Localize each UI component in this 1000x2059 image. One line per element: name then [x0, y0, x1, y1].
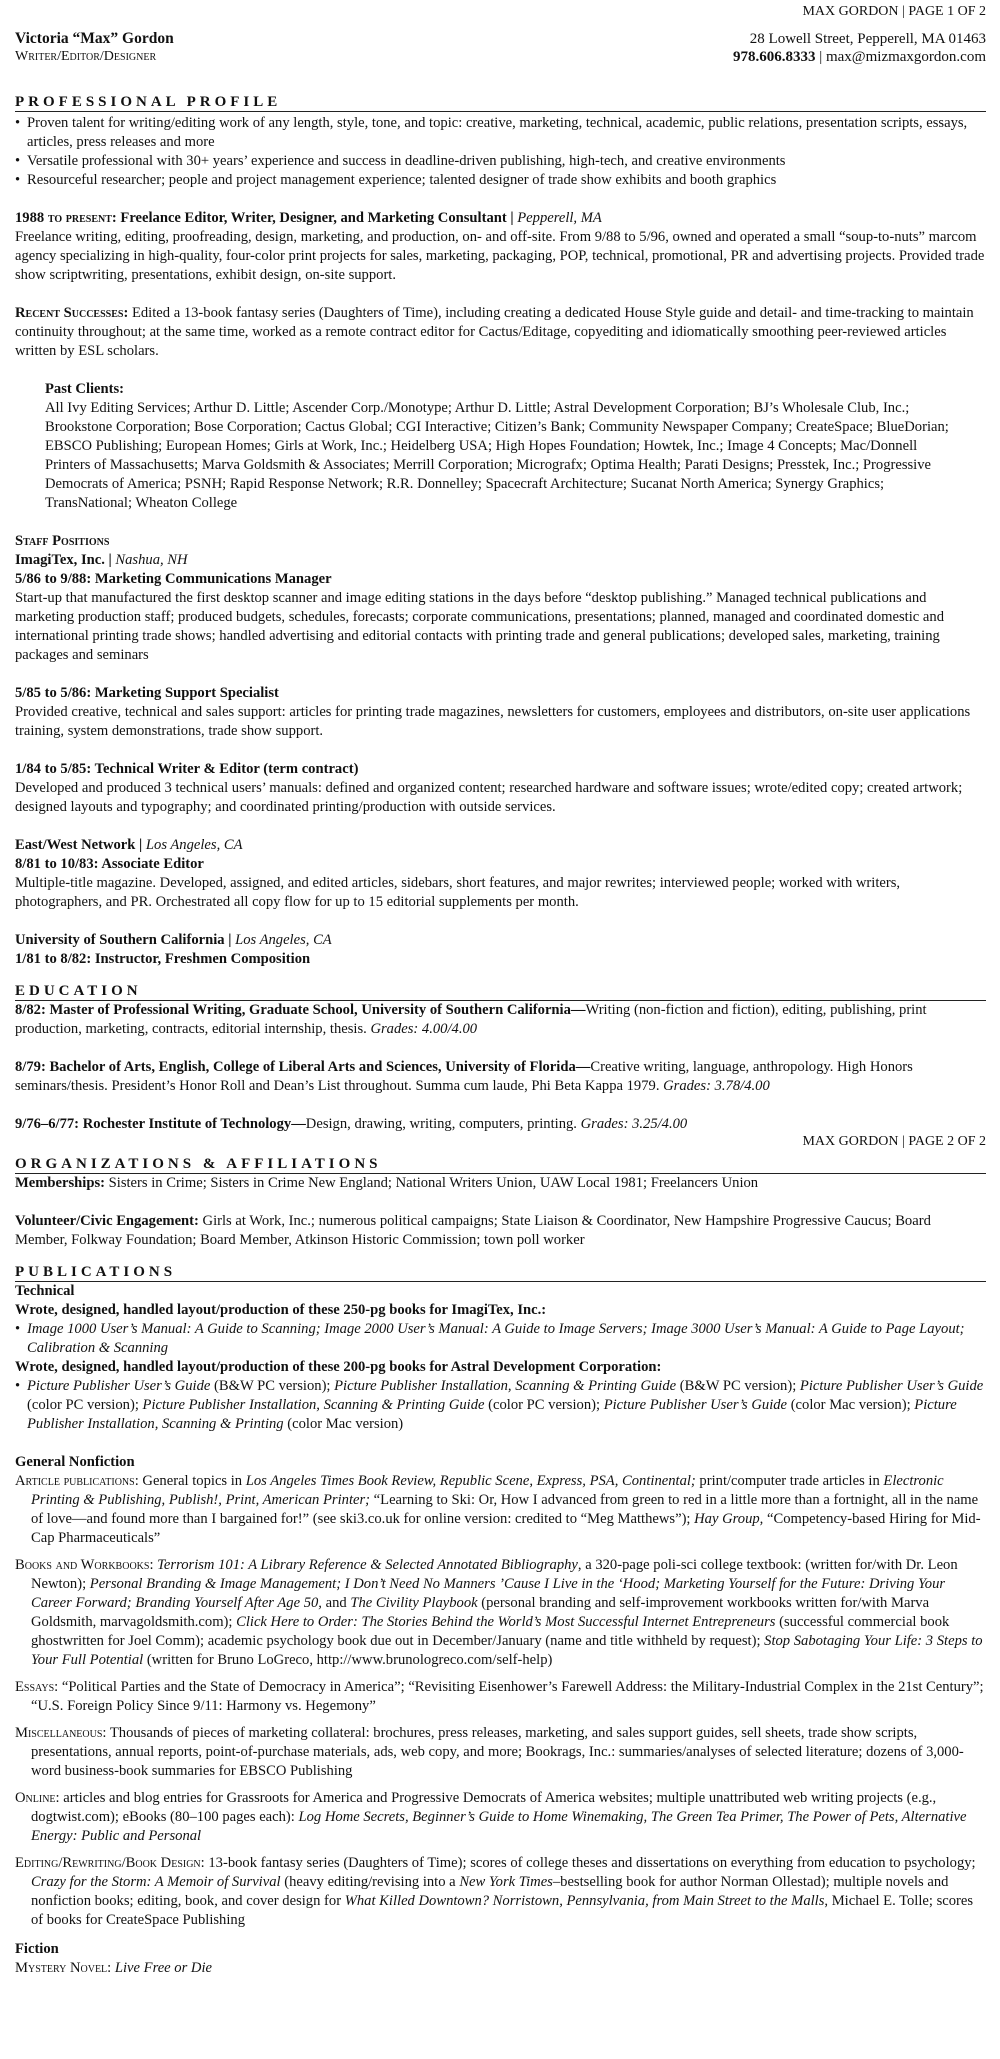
mystery-novel-entry: Mystery Novel: Live Free or Die	[15, 1960, 213, 1976]
contact-header: Victoria “Max” Gordon Writer/Editor/Designer 28 Lowell Street, Pepperell, MA 01463 978.606.8333 | max@mizmaxgordon.com	[15, 30, 986, 65]
list-item: • Image 1000 User’s Manual: A Guide to Scanning; Image 2000 User’s Manual: A Guide to Image Servers; Image 3000 User’s Manual: A Guide to Page Layout; Calibration & Scanning	[15, 1320, 986, 1358]
page-header-1: MAX GORDON | PAGE 1 OF 2	[802, 4, 986, 19]
section-heading-education: EDUCATION	[15, 983, 986, 1001]
education-entry: 8/82: Master of Professional Writing, Graduate School, University of Southern California—Writing (non-fiction and fiction), editing, publishing, print production, marketing, contracts, editorial internship, thesis. Grades: 4.00/4.00	[15, 1002, 927, 1037]
essays-entry: Essays: “Political Parties and the State of Democracy in America”; “Revisiting Eisenhower’s Farewell Address: the Military-Industrial Complex in the 21st Century”; “U.S. Foreign Policy Since 9/11: Harmony vs. Hegemony”	[15, 1679, 984, 1714]
education-entry: 8/79: Bachelor of Arts, English, College of Liberal Arts and Sciences, University of Florida—Creative writing, language, anthropology. High Honors seminars/thesis. President’s Honor Roll and Dean’s List throughout. Summa cum laude, Phi Beta Kappa 1979. Grades: 3.78/4.00	[15, 1059, 913, 1094]
freelance-heading: 1988 to present: Freelance Editor, Writer, Designer, and Marketing Consultant | Pepperell, MA	[15, 210, 602, 226]
phone: 978.606.8333	[732, 49, 816, 65]
address: 28 Lowell Street, Pepperell, MA 01463	[749, 31, 986, 47]
page-header-2: MAX GORDON | PAGE 2 OF 2	[802, 1134, 986, 1149]
section-heading-profile: PROFESSIONAL PROFILE	[15, 94, 986, 112]
editing-entry: Editing/Rewriting/Book Design: 13-book fantasy series (Daughters of Time); scores of college theses and dissertations on everything from education to psychology; Crazy for the Storm: A Memoir of Survival (heavy editing/revising into a New York Times–bestselling book for author Norman Ollestad); multiple novels and nonfiction books; editing, book, and cover design for What Killed Downtown? Norristown, Pennsylvania, from Main Street to the Malls, Michael E. Tolle; scores of books for CreateSpace Publishing	[15, 1855, 976, 1928]
books-entry: Books and Workbooks: Terrorism 101: A Library Reference & Selected Annotated Bibliography, a 320-page poli-sci college textbook: (written for/with Dr. Leon Newton); Personal Branding & Image Management; I Don’t Need No Manners ’Cause I Live in the ‘Hood; Marketing Yourself for the Future: Driving Your Career Forward; Branding Yourself After Age 50, and The Civility Playbook (personal branding and self-improvement workbooks written for/with Marva Goldsmith, marvagoldsmith.com); Click Here to Order: The Stories Behind the World’s Most Successful Internet Entrepreneurs (successful commercial book ghostwritten for Joel Comm); academic psychology book due out in December/January (name and title withheld by request); Stop Sabotaging Your Life: 3 Steps to Your Full Potential (written for Bruno LoGreco, http://www.brunologreco.com/self-help)	[15, 1557, 983, 1668]
freelance-description: Freelance writing, editing, proofreading, design, marketing, and production, on- and off-site. From 9/88 to 5/96, owned and operated a small “soup-to-nuts” marcom agency specializing in high-quality, four-color print projects for sales, marketing, packaging, POP, technical, promotional, PR and advertising projects. Provided trade show scriptwriting, presentations, exhibit design, on-site support.	[15, 229, 985, 283]
applicant-name: Victoria “Max” Gordon	[15, 30, 174, 47]
section-heading-organizations: ORGANIZATIONS & AFFILIATIONS	[15, 1156, 986, 1174]
applicant-role: Writer/Editor/Designer	[15, 49, 157, 64]
profile-list	[15, 114, 986, 190]
list-item: • Picture Publisher User’s Guide (B&W PC version); Picture Publisher Installation, Scanning & Printing Guide (B&W PC version); Picture Publisher User’s Guide (color PC version); Picture Publisher Installation, Scanning & Printing Guide (color PC version); Picture Publisher User’s Guide (color Mac version); Picture Publisher Installation, Scanning & Printing (color Mac version)	[15, 1377, 986, 1434]
resume-page: MAX GORDON | PAGE 1 OF 2 Victoria “Max” Gordon Writer/Editor/Designer 28 Lowell Street, Pepperell, MA 01463 978.606.8333 | max@mizmaxgordon.com PROFESSIONAL PROFILE • Proven talent for writing/editing work of any length, style, tone, and topic: creative, marketing, technical, academic, public relations, presentation scripts, essays, articles, press releases and more • Versatile professional with 30+ years’ experience and success in deadline-driven publishing, high-tech, and creative environments • Resourceful researcher; people and project management experience; talented designer of trade show exhibits and booth graphics 1988 to present: Freelance Editor, Writer, Designer, and Marketing Consultant | Pepperell, MA Freelance writing, editing, proofreading, design, marketing, and production, on- and off-site. From 9/88 to 5/96, owned and operated a small “soup-to-nuts” marcom agency specializing in high-quality, four-color print projects for sales, marketing, packaging, POP, technical, promotional, PR and advertising projects. Provided trade show scriptwriting, presentations, exhibit design, on-site support. Recent Successes: Edited a 13-book fantasy series (Daughters of Time), including creating a dedicated House Style guide and detail- and time-tracking to maintain continuity throughout; at the same time, worked as a remote contract editor for Cactus/Editage, copyediting and idiomatically smoothing peer-reviewed articles written by ESL scholars. Past Clients: All Ivy Editing Services; Arthur D. Little; Ascender Corp./Monotype; Arthur D. Little; Astral Development Corporation; BJ’s Wholesale Club, Inc.; Brookstone Corporation; Bose Corporation; Cactus Global; CGI Interactive; Citizen’s Bank; Community Newspaper Company; CreateSpace; BlueDorian; EBSCO Publishing; European Homes; Girls at Work, Inc.; Heidelberg USA; High Hopes Foundation; Howtek, Inc.; Image 4 Concepts; Mac/Donnell Printers of Massachusetts; Marva Goldsmith & Associates; Merrill Corporation; Micrografx; Optima Health; Parati Designs; Presstek, Inc.; Progressive Democrats of America; PSNH; Rapid Response Network; R.R. Donnelley; Spacecraft Architecture; Sucanat North America; Synergy Graphics; TransNational; Wheaton College Staff Positions ImagiTex, Inc. | Nashua, NH 5/86 to 9/88: Marketing Communications Manager Start-up that manufactured the first desktop scanner and image editing stations in the days before “desktop publishing.” Managed technical publications and marketing production staff; produced budgets, schedules, forecasts; corporate communications, presentations; planned, managed and coordinated domestic and international printing trade shows; handled advertising and editorial contacts with printing trade and general publications; developed sales, marketing, training packages and seminars 5/85 to 5/86: Marketing Support Specialist Provided creative, technical and sales support: articles for printing trade magazines, newsletters for customers, employees and distributors, on-site user applications training, system demonstrations, trade show support. 1/84 to 5/85: Technical Writer & Editor (term contract) Developed and produced 3 technical users’ manuals: defined and organized content; researched hardware and software issues; wrote/edited copy; created artwork; designed layouts and typography; and coordinated printing/production with outside services. East/West Network | Los Angeles, CA 8/81 to 10/83: Associate Editor Multiple-title magazine. Developed, assigned, and edited articles, sidebars, short features, and major rewrites; interviewed people; worked with writers, photographers, and PR. Orchestrated all copy flow for up to 15 editorial supplements per month. University of Southern California | Los Angeles, CA 1/81 to 8/82: Instructor, Freshmen Composition EDUCATION 8/82: Master of Professional Writing, Graduate School, University of Southern California—Writing (non-fiction and fiction), editing, publishing, print production, marketing, contracts, editorial internship, thesis. Grades: 4.00/4.00 8/79: Bachelor of Arts, English, College of Liberal Arts and Sciences, University of Florida—Creative writing, language, anthropology. High Honors seminars/thesis. President’s Honor Roll and Dean’s List throughout. Summa cum laude, Phi Beta Kappa 1979. Grades: 3.78/4.00 9/76–6/77: Rochester Institute of Technology—Design, drawing, writing, computers, printing. Grades: 3.25/4.00 MAX GORDON | PAGE 2 OF 2 ORGANIZATIONS & AFFILIATIONS Memberships: Sisters in Crime; Sisters in Crime New England; National Writers Union, UAW Local 1981; Freelancers Union Volunteer/Civic Engagement: Girls at Work, Inc.; numerous political campaigns; State Liaison & Coordinator, New Hampshire Progressive Caucus; Board Member, Folkway Foundation; Board Member, Atkinson Historic Commission; town poll worker PUBLICATIONS Technical Wrote, designed, handled layout/production of these 250-pg books for ImagiTex, Inc.: • Image 1000 User’s Manual: A Guide to Scanning; Image 2000 User’s Manual: A Guide to Image Servers; Image 3000 User’s Manual: A Guide to Page Layout; Calibration & Scanning Wrote, designed, handled layout/production of these 200-pg books for Astral Development Corporation: • Picture Publisher User’s Guide (B&W PC version); Picture Publisher Installation, Scanning & Printing Guide (B&W PC version); Picture Publisher User’s Guide (color PC version); Picture Publisher Installation, Scanning & Printing Guide (color PC version); Picture Publisher User’s Guide (color Mac version); Picture Publisher Installation, Scanning & Printing (color Mac version) General Nonfiction Article publications: General topics in Los Angeles Times Book Review, Republic Scene, Express, PSA, Continental; print/computer trade articles in Electronic Printing & Publishing, Publish!, Print, American Printer; “Learning to Ski: Or, How I advanced from green to red in a little more than a fortnight, all in the name of love—and found more than I bargained for!” (see ski3.co.uk for online version: credited to “Meg Matthews”); Hay Group, “Competency-based Hiring for Mid-Cap Pharmaceuticals” Books and Workbooks: Terrorism 101: A Library Reference & Selected Annotated Bibliography, a 320-page poli-sci college textbook: (written for/with Dr. Leon Newton); Personal Branding & Image Management; I Don’t Need No Manners ’Cause I Live in the ‘Hood; Marketing Yourself for the Future: Driving Your Career Forward; Branding Yourself After Age 50, and The Civility Playbook (personal branding and self-improvement workbooks written for/with Marva Goldsmith, marvagoldsmith.com); Click Here to Order: The Stories Behind the World’s Most Successful Internet Entrepreneurs (successful commercial book ghostwritten for Joel Comm); academic psychology book due out in December/January (name and title withheld by request); Stop Sabotaging Your Life: 3 Steps to Your Full Potential (written for Bruno LoGreco, http://www.brunologreco.com/self-help) Essays: “Political Parties and the State of Democracy in America”; “Revisiting Eisenhower’s Farewell Address: the Military-Industrial Complex in the 21st Century”; “U.S. Foreign Policy Since 9/11: Harmony vs. Hegemony” Miscellaneous: Thousands of pieces of marketing collateral: brochures, press releases, marketing, and sales support guides, sell sheets, trade show scripts, presentations, annual reports, point-of-purchase materials, ads, web copy, and more; Bookrags, Inc.: summaries/analyses of selected literature; dozens of 3,000-word business-book summaries for EBSCO Publishing Online: articles and blog entries for Grassroots for America and Progressive Democrats of America websites; multiple unattributed web writing projects (e.g., dogtwist.com); eBooks (80–100 pages each): Log Home Secrets, Beginner’s Guide to Home Winemaking, The Green Tea Primer, The Power of Pets, Alternative Energy: Public and Personal Editing/Rewriting/Book Design: 13-book fantasy series (Daughters of Time); scores of college theses and dissertations on everything from education to psychology; Crazy for the Storm: A Memoir of Survival (heavy editing/revising into a New York Times–bestselling book for author Norman Ollestad); multiple novels and nonfiction books; editing, book, and cover design for What Killed Downtown? Norristown, Pennsylvania, from Main Street to the Malls, Michael E. Tolle; scores of books for CreateSpace Publishing Fiction Mystery Novel: Live Free or Die	[0, 0, 1000, 2059]
list-item: • Proven talent for writing/editing work of any length, style, tone, and topic: creative, marketing, technical, academic, public relations, presentation scripts, essays, articles, press releases and more	[15, 114, 986, 152]
recent-successes: Recent Successes: Edited a 13-book fantasy series (Daughters of Time), including creating a dedicated House Style guide and detail- and time-tracking to maintain continuity throughout; at the same time, worked as a remote contract editor for Cactus/Editage, copyediting and idiomatically smoothing peer-reviewed articles written by ESL scholars.	[15, 305, 974, 359]
online-entry: Online: articles and blog entries for Grassroots for America and Progressive Democrats of America websites; multiple unattributed web writing projects (e.g., dogtwist.com); eBooks (80–100 pages each): Log Home Secrets, Beginner’s Guide to Home Winemaking, The Green Tea Primer, The Power of Pets, Alternative Energy: Public and Personal	[15, 1790, 967, 1844]
list-item: • Versatile professional with 30+ years’ experience and success in deadline-driven publishing, high-tech, and creative environments	[15, 152, 986, 171]
past-clients: Past Clients: All Ivy Editing Services; Arthur D. Little; Ascender Corp./Monotype; Arthur D. Little; Astral Development Corporation; BJ’s Wholesale Club, Inc.; Brookstone Corporation; Bose Corporation; Cactus Global; CGI Interactive; Citizen’s Bank; Community Newspaper Company; CreateSpace; BlueDorian; EBSCO Publishing; European Homes; Girls at Work, Inc.; Heidelberg USA; High Hopes Foundation; Howtek, Inc.; Image 4 Concepts; Mac/Donnell Printers of Massachusetts; Marva Goldsmith & Associates; Merrill Corporation; Micrografx; Optima Health; Parati Designs; Presstek, Inc.; Progressive Democrats of America; PSNH; Rapid Response Network; R.R. Donnelley; Spacecraft Architecture; Sucanat North America; Synergy Graphics; TransNational; Wheaton College	[45, 381, 949, 511]
misc-entry: Miscellaneous: Thousands of pieces of marketing collateral: brochures, press releases, marketing, and sales support guides, sell sheets, trade show scripts, presentations, annual reports, point-of-purchase materials, ads, web copy, and more; Bookrags, Inc.: summaries/analyses of selected literature; dozens of 3,000-word business-book summaries for EBSCO Publishing	[15, 1725, 964, 1779]
section-heading-publications: PUBLICATIONS	[15, 1264, 986, 1282]
list-item: • Resourceful researcher; people and project management experience; talented designer of trade show exhibits and booth graphics	[15, 171, 986, 190]
staff-positions-heading: Staff Positions	[15, 533, 110, 549]
email-link[interactable]: max@mizmaxgordon.com	[825, 49, 986, 65]
education-entry: 9/76–6/77: Rochester Institute of Technology—Design, drawing, writing, computers, printing. Grades: 3.25/4.00	[15, 1116, 688, 1132]
articles-entry: Article publications: General topics in Los Angeles Times Book Review, Republic Scene, Express, PSA, Continental; print/computer trade articles in Electronic Printing & Publishing, Publish!, Print, American Printer; “Learning to Ski: Or, How I advanced from green to red in a little more than a fortnight, all in the name of love—and found more than I bargained for!” (see ski3.co.uk for online version: credited to “Meg Matthews”); Hay Group, “Competency-based Hiring for Mid-Cap Pharmaceuticals”	[15, 1473, 981, 1546]
